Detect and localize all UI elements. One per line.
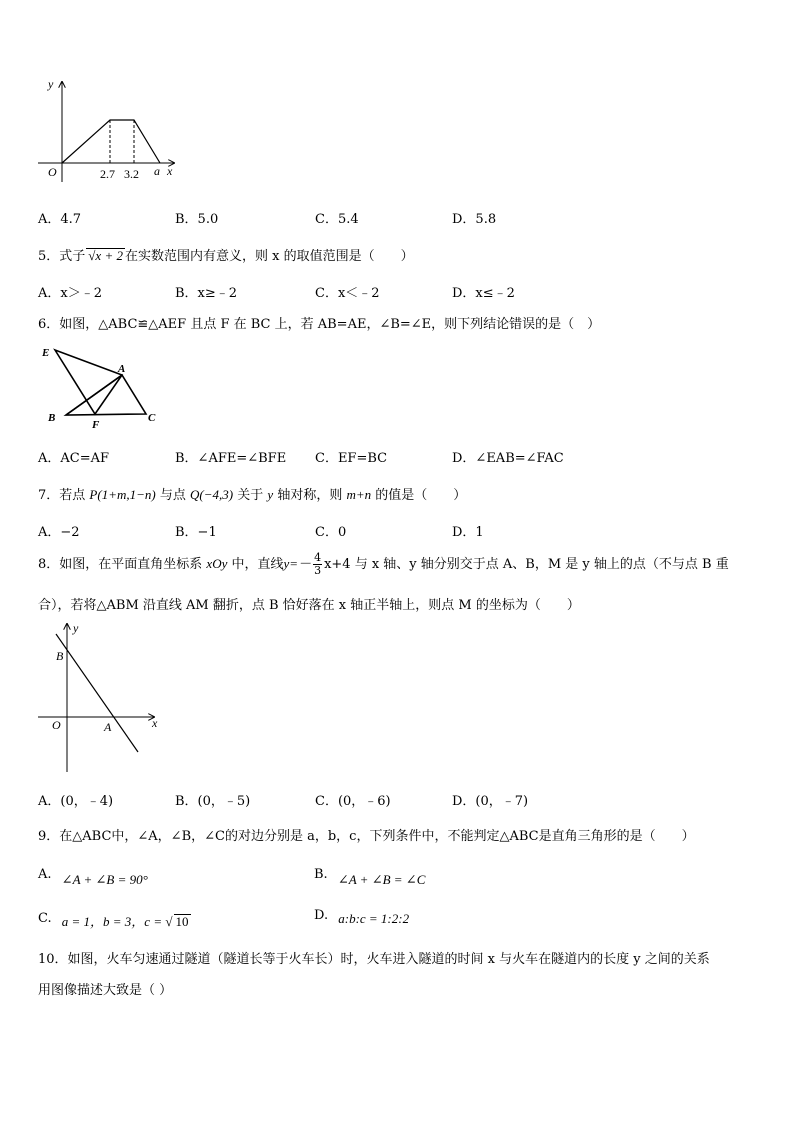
q4-option-b[interactable]: B．5.0 — [175, 212, 219, 227]
q6-option-d[interactable]: D．∠EAB=∠FAC — [452, 451, 564, 466]
q8-options — [38, 790, 758, 808]
graph-line — [62, 120, 160, 163]
triangle-abc — [66, 375, 146, 415]
q5-option-d[interactable]: D．x≤﹣2 — [452, 286, 515, 301]
q8-option-b[interactable]: B．(0，﹣5) — [175, 794, 251, 809]
q5-option-c[interactable]: C．x＜﹣2 — [315, 286, 380, 301]
label-b: B — [56, 649, 64, 663]
label-y: y — [73, 621, 79, 635]
label-c: C — [148, 412, 156, 424]
label-a: A — [118, 363, 126, 375]
q8-stem-line2: 合），若将△ABM 沿直线 AM 翻折，点 B 恰好落在 x 轴正半轴上，则点 M 的坐标为（ ） — [38, 598, 580, 613]
q7-options — [38, 521, 758, 539]
q8-option-d[interactable]: D．(0，﹣7) — [452, 794, 529, 809]
q6-stem: 6．如图，△ABC≌△AEF 且点 F 在 BC 上，若 AB=AE，∠B=∠E，则下列结论错误的是（ ） — [38, 317, 601, 332]
q10-stem-line1: 10．如图，火车匀速通过隧道（隧道长等于火车长）时，火车进入隧道的时间 x 与火车在隧道内的长度 y 之间的关系 — [38, 952, 710, 967]
q9-a-label: A. — [38, 867, 52, 882]
q8-option-a[interactable]: A．(0，﹣4) — [38, 794, 114, 809]
q4-graph-figure — [36, 72, 181, 184]
q4-option-d[interactable]: D．5.8 — [452, 212, 497, 227]
q9-option-c[interactable] — [38, 907, 191, 929]
label-a: A — [104, 720, 112, 734]
q7-y: y — [267, 487, 274, 502]
q7-mid: 与点 — [159, 488, 186, 503]
q8-frac-num: 4 — [314, 551, 322, 564]
tick-a: a — [154, 164, 160, 178]
q7-mid3: 轴对称，则 — [277, 488, 343, 503]
q6-option-b[interactable]: B．∠AFE=∠BFE — [175, 451, 287, 466]
label-e: E — [42, 347, 50, 359]
q5-option-b[interactable]: B．x≥﹣2 — [175, 286, 238, 301]
x-label: x — [167, 164, 173, 178]
q6-triangle-figure — [38, 342, 163, 430]
q9-option-d[interactable] — [314, 907, 410, 926]
q7-point-p: P(1+m,1−n) — [89, 487, 156, 502]
q4-options — [38, 208, 758, 226]
q9-b-label: B. — [314, 867, 328, 882]
q7-mid2: 关于 — [237, 488, 264, 503]
q8-option-c[interactable]: C．(0，﹣6) — [315, 794, 391, 809]
q8-coordinate-figure — [36, 620, 171, 775]
q8-pre: 8．如图，在平面直角坐标系 — [38, 557, 203, 572]
q7-post: 的值是（ ） — [375, 488, 467, 503]
line-ab — [56, 634, 138, 752]
q7-stem — [38, 484, 466, 503]
q8-frac-den: 3 — [314, 564, 322, 577]
q6-option-c[interactable]: C．EF=BC — [315, 451, 388, 466]
label-x: x — [152, 716, 158, 730]
q7-pre: 7．若点 — [38, 488, 86, 503]
q10-stem-line2: 用图像描述大致是（ ） — [38, 983, 173, 998]
q9-c-radicand: 10 — [175, 914, 189, 929]
q8-xoy: xOy — [206, 556, 228, 571]
label-b: B — [48, 412, 56, 424]
label-f: F — [92, 419, 100, 430]
q9-d-label: D. — [314, 908, 329, 923]
q5-options — [38, 282, 758, 300]
q8-tail: x+4 与 x 轴、y 轴分别交于点 A、B，M 是 y 轴上的点（不与点 B 重 — [324, 557, 729, 572]
q9-d-text: a:b:c = 1:2:2 — [338, 911, 410, 926]
q5-radicand: x + 2 — [95, 248, 123, 263]
q8-mid: 中，直线 — [231, 557, 284, 572]
label-o: O — [52, 718, 61, 732]
q9-c-text: a = 1，b = 3，c = √ 10 — [61, 914, 189, 929]
q8-yeq: y=－ — [283, 556, 312, 571]
q9-stem: 9．在△ABC中，∠A，∠B，∠C的对边分别是 a，b，c，下列条件中，不能判定△ABC是直角三角形的是（ ） — [38, 829, 695, 844]
tick-3-2: 3.2 — [124, 167, 139, 181]
q6-option-a[interactable]: A．AC=AF — [38, 451, 110, 466]
q5-post: 在实数范围内有意义，则 x 的取值范围是（ ） — [124, 249, 414, 264]
q5-radical: √x + 2 — [88, 248, 123, 263]
q7-expr: m+n — [346, 487, 372, 502]
q5-stem — [38, 245, 414, 264]
q9-a-text: ∠A + ∠B = 90° — [61, 872, 148, 887]
q7-option-d[interactable]: D．1 — [452, 525, 484, 540]
q5-option-a[interactable]: A．x＞﹣2 — [38, 286, 102, 301]
q9-c-label: C. — [38, 911, 52, 926]
q4-option-c[interactable]: C．5.4 — [315, 212, 359, 227]
q7-option-c[interactable]: C．0 — [315, 525, 347, 540]
q7-option-b[interactable]: B．−1 — [175, 525, 217, 540]
q8-fraction — [313, 552, 322, 577]
q7-point-q: Q(−4,3) — [190, 487, 234, 502]
q9-option-b[interactable] — [314, 866, 426, 887]
origin-label: O — [48, 165, 57, 179]
tick-2-7: 2.7 — [100, 167, 115, 181]
q6-options — [38, 447, 758, 465]
q7-option-a[interactable]: A．−2 — [38, 525, 80, 540]
q5-pre: 5．式子 — [38, 249, 86, 264]
q9-c-values: a = 1，b = 3，c = — [61, 914, 166, 929]
q4-option-a[interactable]: A．4.7 — [38, 212, 82, 227]
q9-b-text: ∠A + ∠B = ∠C — [337, 872, 426, 887]
y-label: y — [48, 77, 54, 91]
q8-stem-line1 — [38, 552, 729, 577]
q9-option-a[interactable] — [38, 866, 148, 887]
